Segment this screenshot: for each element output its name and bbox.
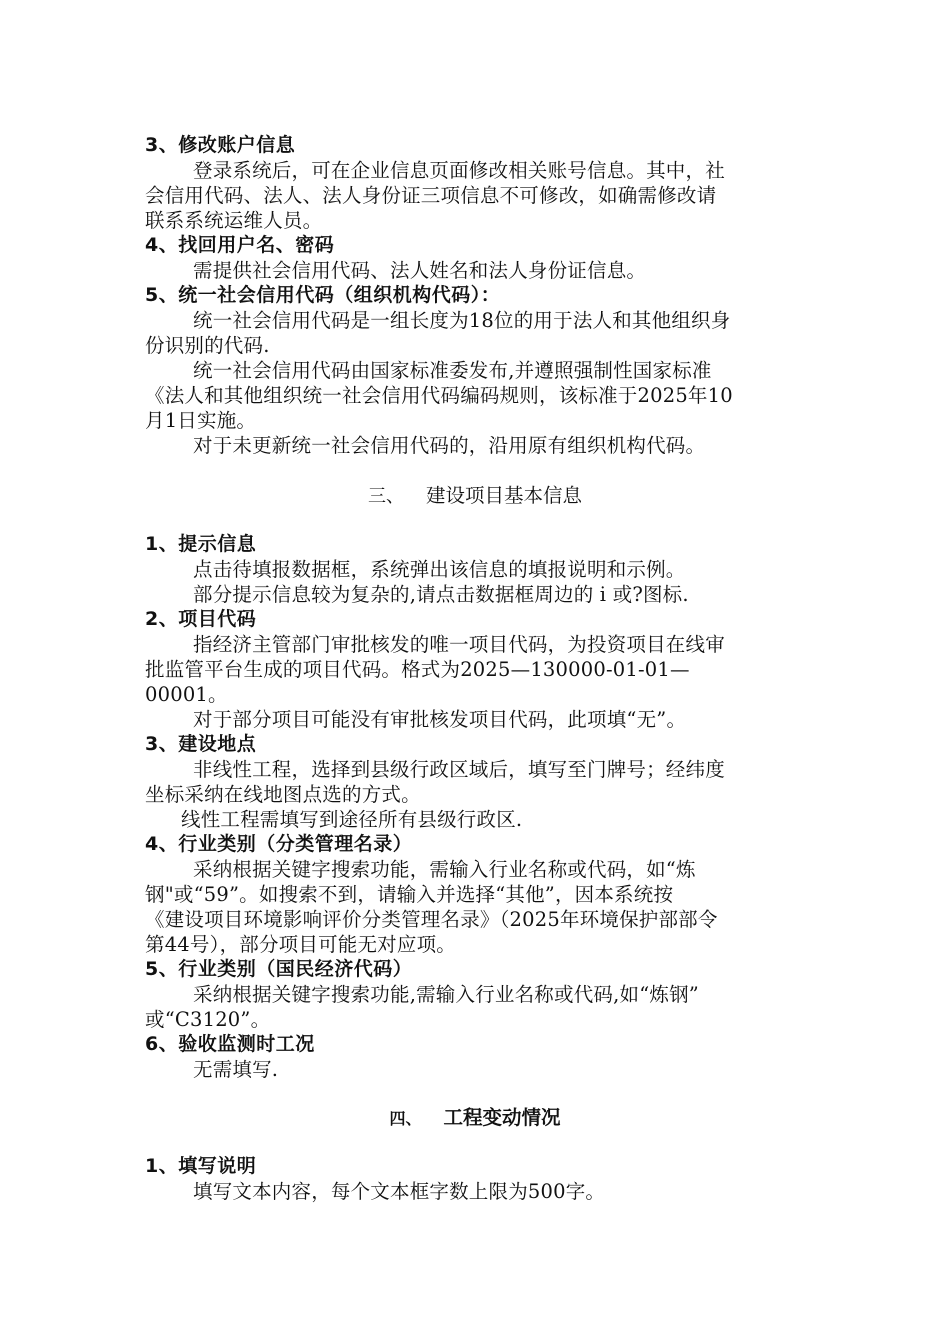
paragraph-line: 指经济主管部门审批核发的唯一项目代码，为投资项目在线审 [193,633,725,656]
item-heading: 1、填写说明 [145,1155,257,1177]
project-basic-info-section [145,532,815,1082]
item-heading: 5、统一社会信用代码（组织机构代码）： [145,284,501,306]
paragraph-line: 对于未更新统一社会信用代码的，沿用原有组织机构代码。 [193,434,706,457]
paragraph-line: 无需填写. [193,1058,279,1081]
paragraph-line: 采纳根据关键字搜索功能,需输入行业名称或代码,如“炼钢” [193,983,699,1006]
section-title-4 [0,1104,950,1132]
paragraph-line: 第44号），部分项目可能无对应项。 [145,933,456,956]
paragraph-line: 份识别的代码. [145,334,270,357]
item-heading: 3、建设地点 [145,733,257,755]
paragraph-line: 《建设项目环境影响评价分类管理名录》（2025年环境保护部部令 [145,908,718,931]
paragraph-line: 登录系统后，可在企业信息页面修改相关账号信息。其中，社 [193,159,725,182]
paragraph-line: 对于部分项目可能没有审批核发项目代码，此项填“无”。 [193,708,687,731]
paragraph-line: 非线性工程，选择到县级行政区域后，填写至门牌号；经纬度 [193,758,725,781]
item-heading: 4、行业类别（分类管理名录） [145,833,413,855]
paragraph-line: 填写文本内容，每个文本框字数上限为500字。 [193,1180,606,1203]
paragraph-line: 部分提示信息较为复杂的,请点击数据框周边的 i 或?图标. [193,583,689,606]
section-heading: 工程变动情况 [443,1106,561,1129]
account-info-section [145,133,815,458]
item-heading: 1、提示信息 [145,533,257,555]
paragraph-line: 统一社会信用代码由国家标准委发布,并遵照强制性国家标准 [193,359,712,382]
paragraph-line: 统一社会信用代码是一组长度为18位的用于法人和其他组织身 [193,309,731,332]
paragraph-line: 坐标采纳在线地图点选的方式。 [145,783,421,806]
section-number: 三、 [367,486,404,507]
paragraph-line: 线性工程需填写到途径所有县级行政区. [181,808,523,831]
paragraph-line: 批监管平台生成的项目代码。格式为2025—130000-01-01— [145,658,690,681]
paragraph-line: 会信用代码、法人、法人身份证三项信息不可修改，如确需修改请 [145,184,717,207]
paragraph-line: 点击待填报数据框，系统弹出该信息的填报说明和示例。 [193,558,686,581]
paragraph-line: 《法人和其他组织统一社会信用代码编码规则，该标准于2025年10 [145,384,733,407]
paragraph-line: 钢"或“59”。如搜索不到，请输入并选择“其他”，因本系统按 [145,883,674,906]
paragraph-line: 联系系统运维人员。 [145,209,323,232]
paragraph-line: 或“C3120”。 [145,1008,271,1031]
change-info-section [145,1154,815,1204]
item-heading: 4、找回用户名、密码 [145,234,335,256]
paragraph-line: 月1日实施。 [145,409,257,432]
paragraph-line: 采纳根据关键字搜索功能，需输入行业名称或代码，如“炼 [193,858,696,881]
item-heading: 2、项目代码 [145,608,257,630]
section-title-3 [0,482,950,510]
item-heading: 6、验收监测时工况 [145,1033,315,1055]
section-heading: 建设项目基本信息 [425,484,582,507]
item-heading: 3、修改账户信息 [145,134,296,156]
section-number: 四、 [389,1109,422,1128]
paragraph-line: 00001。 [145,683,228,706]
item-heading: 5、行业类别（国民经济代码） [145,958,413,980]
paragraph-line: 需提供社会信用代码、法人姓名和法人身份证信息。 [193,259,647,282]
